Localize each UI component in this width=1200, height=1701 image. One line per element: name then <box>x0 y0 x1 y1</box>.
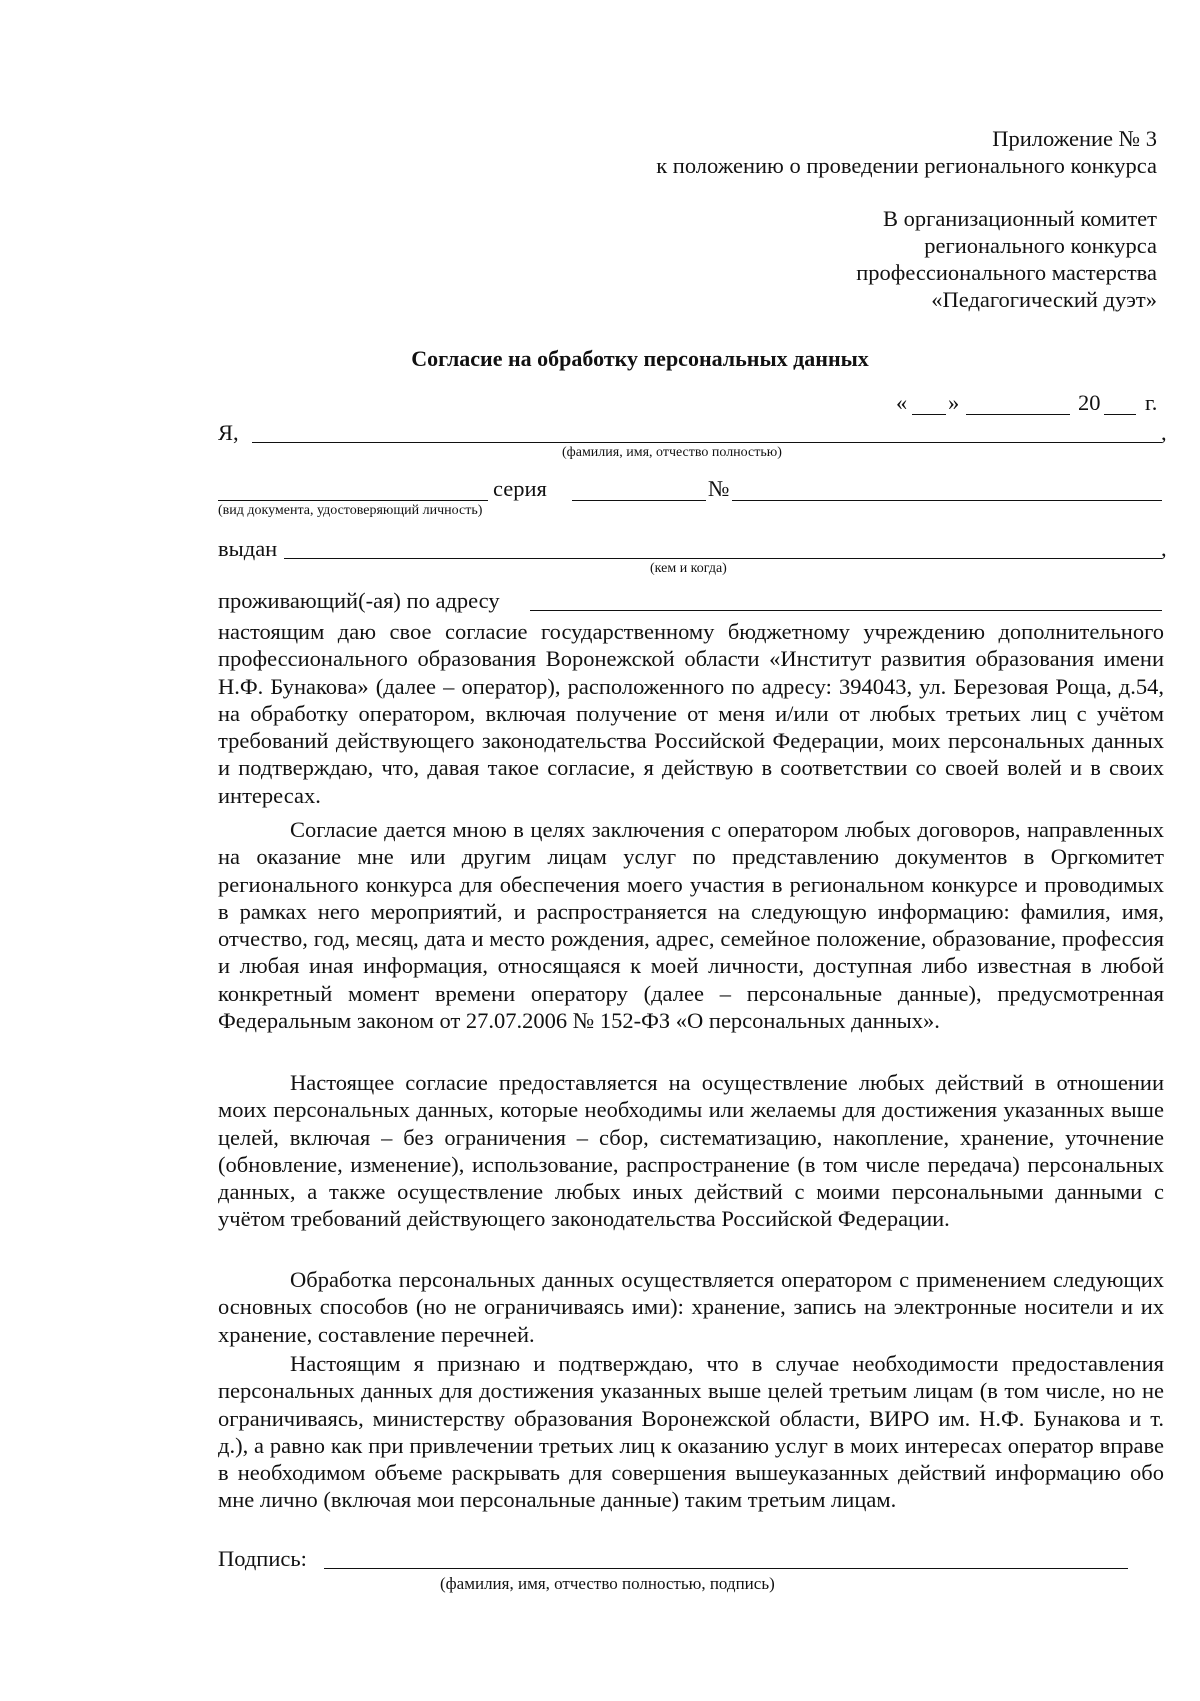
consent-paragraph-3: Настоящее согласие предоставляется на осуществление любых действий в отношении моих персональных данных, которые необходимы или желаемы для достижения указанных выше целей, включая – без ограничения – сбор, систематизацию, накопление, хранение, уточнение (обновление, изменение), использование, распространение (в том числе передача) персональных данных, а также осуществление любых иных действий с моими персональными данными с учётом требований действующего законодательства Российской Федерации. <box>218 1070 1164 1232</box>
number-field[interactable] <box>732 500 1162 501</box>
address-field[interactable] <box>530 610 1162 611</box>
addressee-line-3: профессионального мастерства <box>856 260 1157 285</box>
series-field[interactable] <box>572 500 706 501</box>
signature-label: Подпись: <box>218 1546 307 1571</box>
document-title: Согласие на обработку персональных данных <box>411 346 869 371</box>
document-type-caption: (вид документа, удостоверяющий личность) <box>218 503 483 518</box>
issued-by-caption: (кем и когда) <box>650 561 727 576</box>
date-month-field[interactable] <box>966 414 1070 415</box>
consent-paragraph-4: Обработка персональных данных осуществляется оператором с применением следующих основных способов (но не ограничиваясь ими): хранение, запись на электронные носители и их хранение, составление перечней. <box>218 1267 1164 1347</box>
consent-paragraph-5: Настоящим я признаю и подтверждаю, что в случае необходимости предоставления персональных данных для достижения указанных выше целей третьим лицам (в том числе, но не ограничиваясь, министерству образования Воронежской области, ВИРО им. Н.Ф. Бунакова и т. д.), а равно как при привлечении третьих лиц к оказанию услуг в моих интересах оператор вправе в необходимом объеме раскрывать для совершения вышеуказанных действий информацию обо мне лично (включая мои персональные данные) таким третьим лицам. <box>218 1351 1164 1513</box>
number-label: № <box>708 476 730 501</box>
document-type-field[interactable] <box>218 500 488 501</box>
appendix-reference: к положению о проведении регионального конкурса <box>656 153 1157 178</box>
consent-paragraph-1: настоящим даю свое согласие государственному бюджетному учреждению дополнительного профессионального образования Воронежской области «Институт развития образования имени Н.Ф. Бунакова» (далее – оператор), расположенного по адресу: 394043, ул. Березовая Роща, д.54, на обработку оператором, включая получение от меня и/или от любых третьих лиц с учётом требований действующего законодательства Российской Федерации, моих персональных данных и подтверждаю, что, давая такое согласие, я действую в соответствии со своей волей и в своих интересах. <box>218 619 1164 808</box>
signature-caption: (фамилия, имя, отчество полностью, подпись) <box>440 1574 775 1593</box>
address-label: проживающий(-ая) по адресу <box>218 588 500 613</box>
addressee-line-2: регионального конкурса <box>924 233 1157 258</box>
issued-by-field[interactable] <box>284 558 1162 559</box>
date-year-prefix: 20 <box>1078 390 1101 415</box>
comma-1: , <box>1161 420 1167 445</box>
issued-label: выдан <box>218 536 278 561</box>
addressee-line-1: В организационный комитет <box>882 206 1157 231</box>
comma-2: , <box>1161 536 1167 561</box>
date-close-quote: » <box>948 390 960 415</box>
signature-field[interactable] <box>324 1568 1128 1569</box>
date-day-field[interactable] <box>912 414 946 415</box>
full-name-field[interactable] <box>252 442 1162 443</box>
date-open-quote: « <box>896 390 908 415</box>
appendix-label: Приложение № 3 <box>992 126 1157 151</box>
ya-label: Я, <box>218 420 239 445</box>
date-year-field[interactable] <box>1104 414 1136 415</box>
consent-paragraph-2: Согласие дается мною в целях заключения с оператором любых договоров, направленных на оказание мне или другим лицам услуг по представлению документов в Оргкомитет регионального конкурса для обеспечения моего участия в региональном конкурсе и проводимых в рамках него мероприятий, и распространяется на следующую информацию: фамилия, имя, отчество, год, месяц, дата и место рождения, адрес, семейное положение, образование, профессия и любая иная информация, относящаяся к моей личности, доступная либо известная в любой конкретный момент времени оператору (далее – персональные данные), предусмотренная Федеральным законом от 27.07.2006 № 152-ФЗ «О персональных данных». <box>218 817 1164 1034</box>
full-name-caption: (фамилия, имя, отчество полностью) <box>562 445 782 460</box>
series-label: серия <box>493 476 547 501</box>
date-year-suffix: г. <box>1145 390 1158 415</box>
addressee-line-4: «Педагогический дуэт» <box>931 287 1157 312</box>
